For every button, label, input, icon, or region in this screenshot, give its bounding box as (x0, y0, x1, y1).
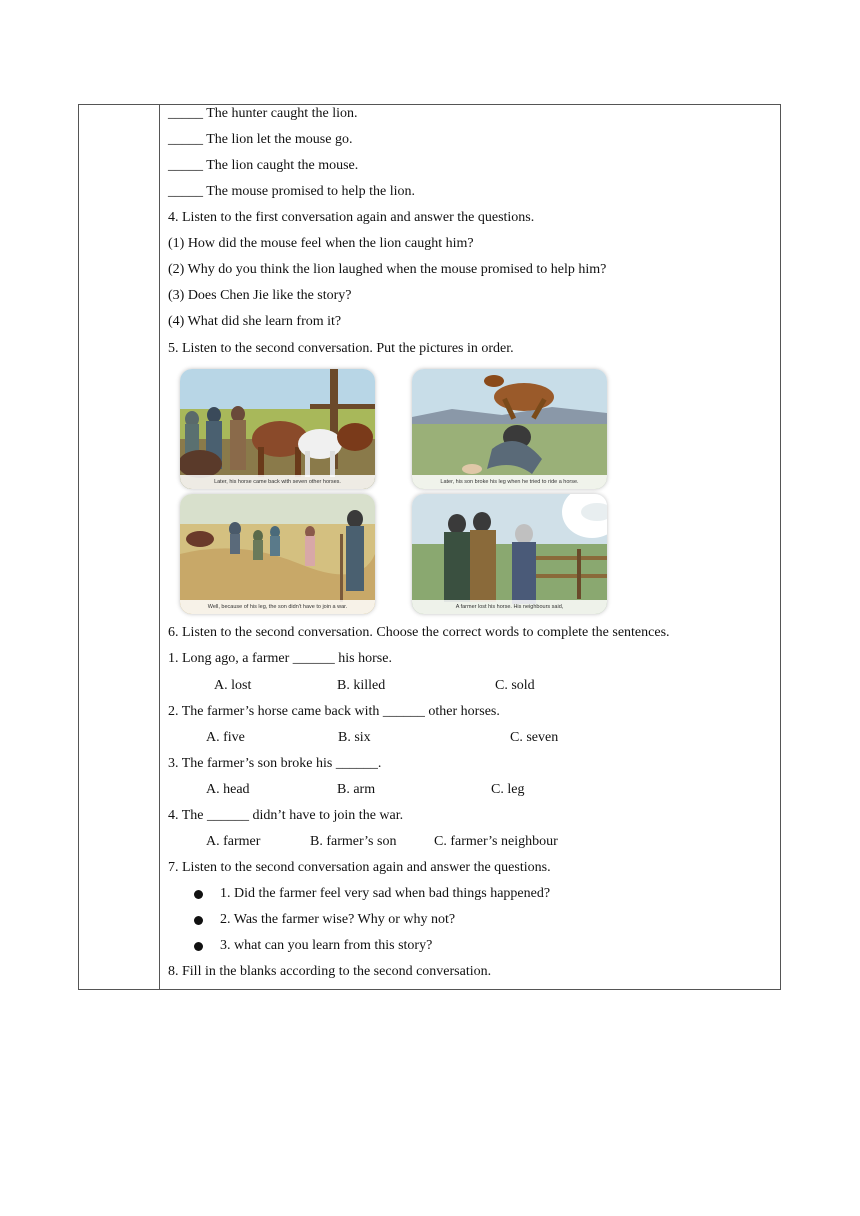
picture-caption: Later, his horse came back with seven other horses. (180, 475, 375, 489)
question-6-stem: 4. The ______ didn’t have to join the war. (168, 808, 404, 823)
question-7-item: 3. what can you learn from this story? (220, 938, 433, 953)
option-c[interactable]: C. leg (491, 782, 525, 797)
table-column-divider (159, 104, 160, 990)
order-item: _____ The mouse promised to help the lion. (168, 184, 416, 199)
question-7-item: 1. Did the farmer feel very sad when bad things happened? (220, 886, 551, 901)
question-4-item: (4) What did she learn from it? (168, 314, 342, 329)
order-item: _____ The lion caught the mouse. (168, 158, 359, 173)
option-a[interactable]: A. head (206, 782, 250, 797)
option-b[interactable]: B. arm (337, 782, 376, 797)
option-b[interactable]: B. farmer’s son (310, 834, 397, 849)
option-a[interactable]: A. lost (214, 678, 252, 693)
question-4-title: 4. Listen to the first conversation again and answer the questions. (168, 210, 535, 225)
picture-farmer-lost-horse (412, 494, 607, 614)
option-b[interactable]: B. killed (337, 678, 386, 693)
option-c[interactable]: C. farmer’s neighbour (434, 834, 558, 849)
picture-horses-return (180, 369, 375, 489)
question-6-stem: 2. The farmer’s horse came back with ______ other horses. (168, 704, 500, 719)
option-b[interactable]: B. six (338, 730, 371, 745)
order-item: _____ The lion let the mouse go. (168, 132, 353, 147)
option-c[interactable]: C. sold (495, 678, 535, 693)
bullet-icon (194, 890, 203, 899)
picture-caption: Well, because of his leg, the son didn't have to join a war. (180, 600, 375, 614)
order-item: _____ The hunter caught the lion. (168, 106, 358, 121)
question-4-item: (1) How did the mouse feel when the lion caught him? (168, 236, 474, 251)
picture-caption: Later, his son broke his leg when he tried to ride a horse. (412, 475, 607, 489)
question-8-title: 8. Fill in the blanks according to the second conversation. (168, 964, 492, 979)
option-a[interactable]: A. five (206, 730, 245, 745)
question-7-title: 7. Listen to the second conversation again and answer the questions. (168, 860, 551, 875)
question-7-item: 2. Was the farmer wise? Why or why not? (220, 912, 456, 927)
picture-son-falls (412, 369, 607, 489)
question-6-title: 6. Listen to the second conversation. Choose the correct words to complete the sentences. (168, 625, 670, 640)
picture-war (180, 494, 375, 614)
option-a[interactable]: A. farmer (206, 834, 261, 849)
question-5-title: 5. Listen to the second conversation. Put the pictures in order. (168, 341, 514, 356)
question-4-item: (3) Does Chen Jie like the story? (168, 288, 352, 303)
bullet-icon (194, 942, 203, 951)
question-6-stem: 3. The farmer’s son broke his ______. (168, 756, 382, 771)
question-6-stem: 1. Long ago, a farmer ______ his horse. (168, 651, 392, 666)
bullet-icon (194, 916, 203, 925)
picture-caption: A farmer lost his horse. His neighbours said, (412, 600, 607, 614)
question-4-item: (2) Why do you think the lion laughed when the mouse promised to help him? (168, 262, 607, 277)
option-c[interactable]: C. seven (510, 730, 559, 745)
